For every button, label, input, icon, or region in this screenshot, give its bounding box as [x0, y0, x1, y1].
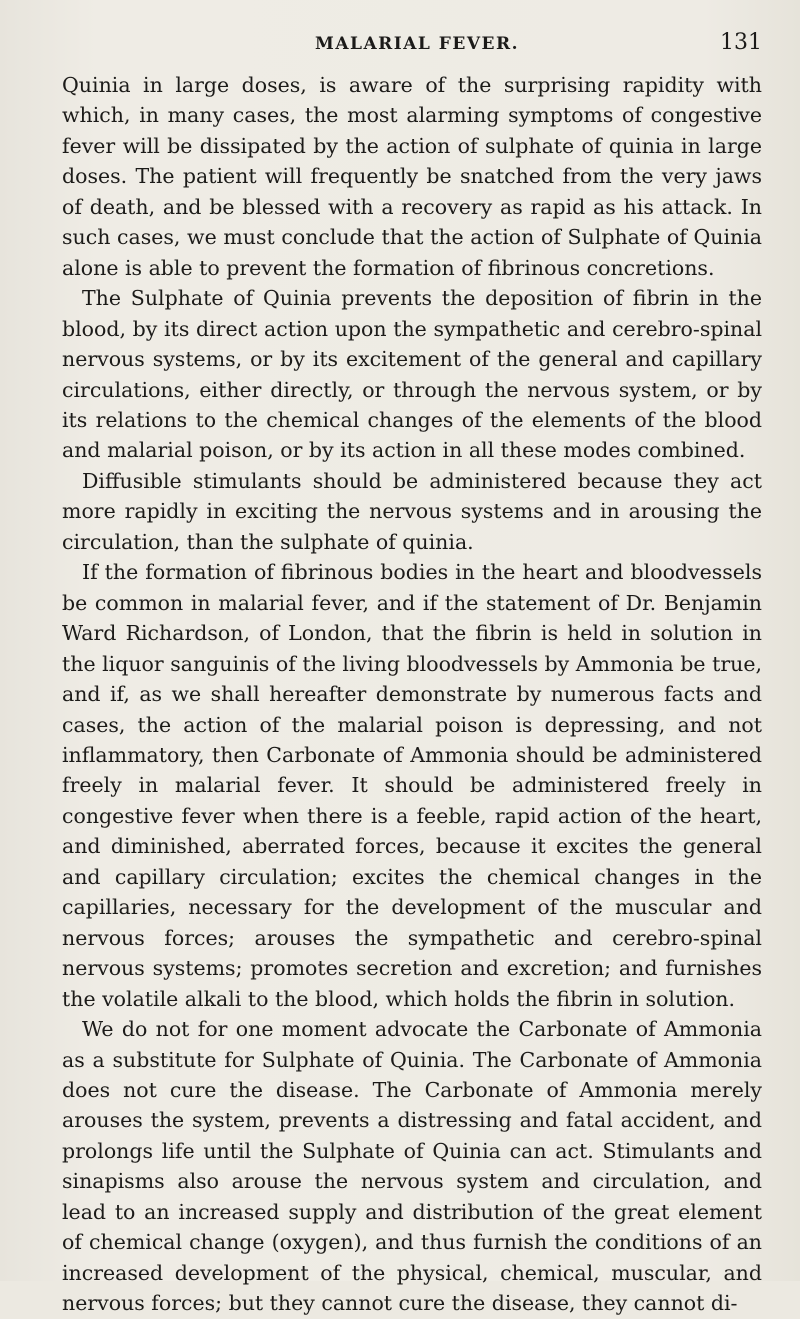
paragraph: We do not for one moment advocate the Carbonate of Ammonia as a substitute for Sulphate of Quinia. The Carbonate of Ammonia does not cure the disease. The Carbonate of Ammonia merely arouses the system, prevents a distressing and fatal accident, and prolongs life until the Sulphate of Quinia can act. Stimulants and sinapisms also arouse the nervous system and circulation, and lead to an increased supply and distribution of the great element of chemical change (oxygen), and thus furnish the conditions of an increased development of the physical, chemical, muscular, and nervous forces; but they cannot cure the disease, they cannot di- [62, 1017, 762, 1316]
paragraph-continued: Quinia in large doses, is aware of the surprising rapidity with which, in many cases, the most alarming symptoms of congestive fever will be dissipated by the action of sulphate of quinia in large doses. The patient will frequently be snatched from the very jaws of death, and be blessed with a recovery as rapid as his attack. In such cases, we must conclude that the action of Sulphate of Quinia alone is able to prevent the formation of fibrinous concretions. [62, 73, 762, 280]
paragraph: Diffusible stimulants should be administered because they act more rapidly in exciting the nervous systems and in arousing the circulation, than the sulphate of quinia. [62, 468, 762, 554]
body-text [62, 70, 762, 1319]
running-head-title: MALARIAL FEVER. [315, 34, 520, 54]
running-header [62, 30, 762, 64]
page-number: 131 [720, 30, 762, 55]
paragraph: If the formation of fibrinous bodies in the heart and bloodvessels be common in malarial fever, and if the statement of Dr. Benjamin Ward Richardson, of London, that the fibrin is held in solution in the liquor sanguinis of the living bloodvessels by Ammonia be true, and if, as we shall hereafter demonstrate by numerous facts and cases, the action of the malarial poison is depressing, and not inflammatory, then Carbonate of Ammonia should be administered freely in malarial fever. It should be administered freely in congestive fever when there is a feeble, rapid action of the heart, and diminished, aberrated forces, because it excites the general and capillary circulation; excites the chemical changes in the capillaries, necessary for the development of the muscular and nervous forces; arouses the sympathetic and cerebro-spinal nervous systems; promotes secretion and excretion; and furnishes the volatile alkali to the blood, which holds the fibrin in solution. [62, 560, 762, 1011]
paragraph: The Sulphate of Quinia prevents the deposition of fibrin in the blood, by its direct action upon the sympathetic and cerebro-spinal nervous systems, or by its excitement of the general and capillary circulations, either directly, or through the nervous system, or by its relations to the chemical changes of the elements of the blood and malarial poison, or by its action in all these modes combined. [62, 286, 762, 463]
